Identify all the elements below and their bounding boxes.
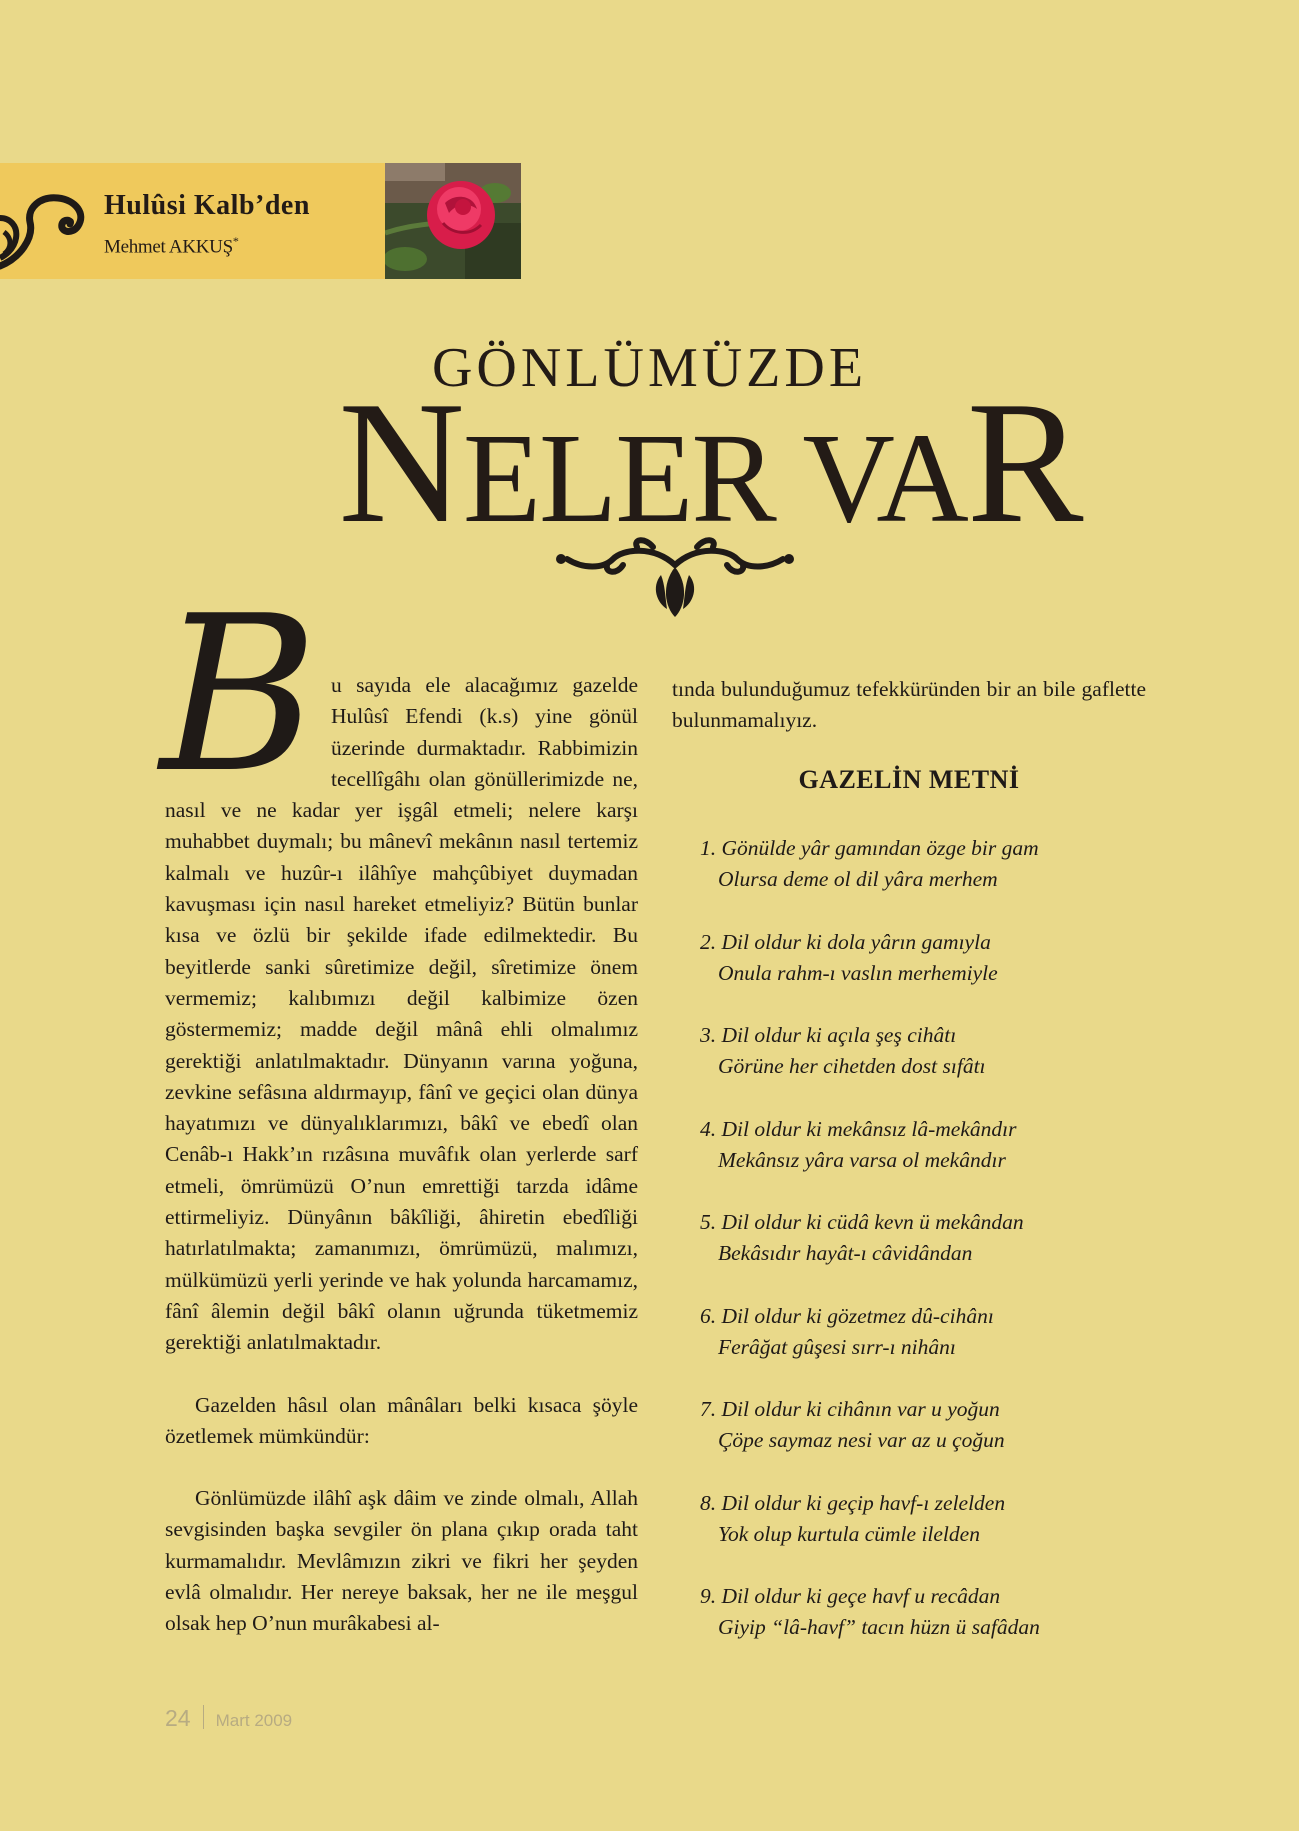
- scroll-ornament-icon: [0, 188, 92, 270]
- article-right-column: [672, 674, 1146, 737]
- article-paragraph: Gönlümüzde ilâhî aşk dâim ve zinde olmalı, Allah sevgisinden başka sevgiler ön plana çıkıp orada taht kurmamalıdır. Mevlâmızın zikri ve fikri her şeyden evlâ olmalıdır. Her nereye baksak, her ne ile meşgul olsak hep O’nun murâkabesi al-: [165, 1486, 638, 1636]
- gazel-heading: GAZELİN METNİ: [798, 765, 1020, 794]
- rose-photo: [385, 163, 521, 279]
- verse-1: 1. Gönülde yâr gamından özge bir gam Olursa deme ol dil yâra merhem: [700, 836, 1039, 891]
- verse-2: 2. Dil oldur ki dola yârın gamıyla Onula rahm-ı vaslın merhemiyle: [700, 929, 998, 985]
- verse-4: 4. Dil oldur ki mekânsız lâ-mekândır Mekânsız yâra varsa ol mekândır: [700, 1116, 1017, 1172]
- gazel-verses: [700, 833, 1160, 1675]
- article-paragraph: tında bulunduğumuz tefekküründen bir an bile gaflette bulunmamalıyız.: [672, 677, 1146, 733]
- article-paragraph: Gazelden hâsıl olan mânâları belki kısaca şöyle özetlemek mümkündür:: [165, 1392, 638, 1448]
- title-main: NELER VAR: [338, 365, 1082, 559]
- verse-6: 6. Dil oldur ki gözetmez dû-cihânı Ferâğat gûşesi sırr-ı nihânı: [700, 1303, 994, 1359]
- verse-9: 9. Dil oldur ki geçe havf u recâdan Giyip “lâ-havf” tacın hüzn ü safâdan: [700, 1584, 1040, 1639]
- verse-5: 5. Dil oldur ki cüdâ kevn ü mekândan Bekâsıdır hayât-ı câvidândan: [700, 1210, 1024, 1265]
- flourish-ornament-icon: [553, 535, 797, 620]
- section-title: Hulûsi Kalb’den: [104, 190, 310, 221]
- verse-8: 8. Dil oldur ki geçip havf-ı zelelden Yok olup kurtula cümle ilelden: [700, 1490, 1006, 1546]
- issue-date: Mart 2009: [215, 1711, 293, 1730]
- page-number: 24: [165, 1705, 191, 1731]
- title-top: GÖNLÜMÜZDE: [431, 337, 868, 399]
- footer-divider: [203, 1705, 204, 1729]
- article-paragraph: u sayıda ele alacağımız gazelde Hulûsî Efendi (k.s) yine gönül üzerinde durmaktadır. Rabbimizin tecellîgâhı olan gönüllerimizde ne, nasıl ve ne kadar yer işgâl etmeli; nelere karşı muhabbet duymalı; bu mânevî mekânın nasıl tertemiz kalmalı ve huzûr-ı ilâhîye mahçûbiyet duymadan kavuşması için nasıl hareket etmeliyiz? Bütün bunlar kısa ve özlü bir şekilde ifade edilmektedir. Bu beyitlerde sanki sûretimize değil, sîretimize önem vermemiz; kalıbımızı değil kalbimize özen göstermemiz; madde değil mânâ ehli olmalımız gerektiği anlatılmaktadır. Dünyanın varına yoğuna, zevkine sefâsına aldırmayıp, fânî ve geçici olan dünya hayatımızı ve dünyalıklarımızı, bâkî ve ebedî olan Cenâb-ı Hakk’ın rızâsına muvâfık olan yerlerde sarf etmeli, ömrümüzü O’nun emrettiği tarzda idâme ettirmeliyiz. Dünyânın bâkîliği, âhiretin ebedîliği hatırlatılmakta; zamanımızı, ömrümüzü, malımızı, mülkümüzü yerli yerinde ve hak yolunda harcamamız, fânî âlemin değil bâkî olanın uğrunda tüketmemiz gerektiği anlatılmaktadır.: [165, 673, 638, 1355]
- author-name: Mehmet AKKUŞ*: [104, 234, 239, 258]
- article-left-column: [160, 569, 638, 1640]
- verse-7: 7. Dil oldur ki cihânın var u yoğun Çöpe saymaz nesi var az u çoğun: [700, 1397, 1005, 1452]
- drop-cap: B: [160, 569, 318, 820]
- page-footer: [165, 1705, 292, 1732]
- verse-3: 3. Dil oldur ki açıla şeş cihâtı Görüne her cihetden dost sıfâtı: [700, 1023, 986, 1078]
